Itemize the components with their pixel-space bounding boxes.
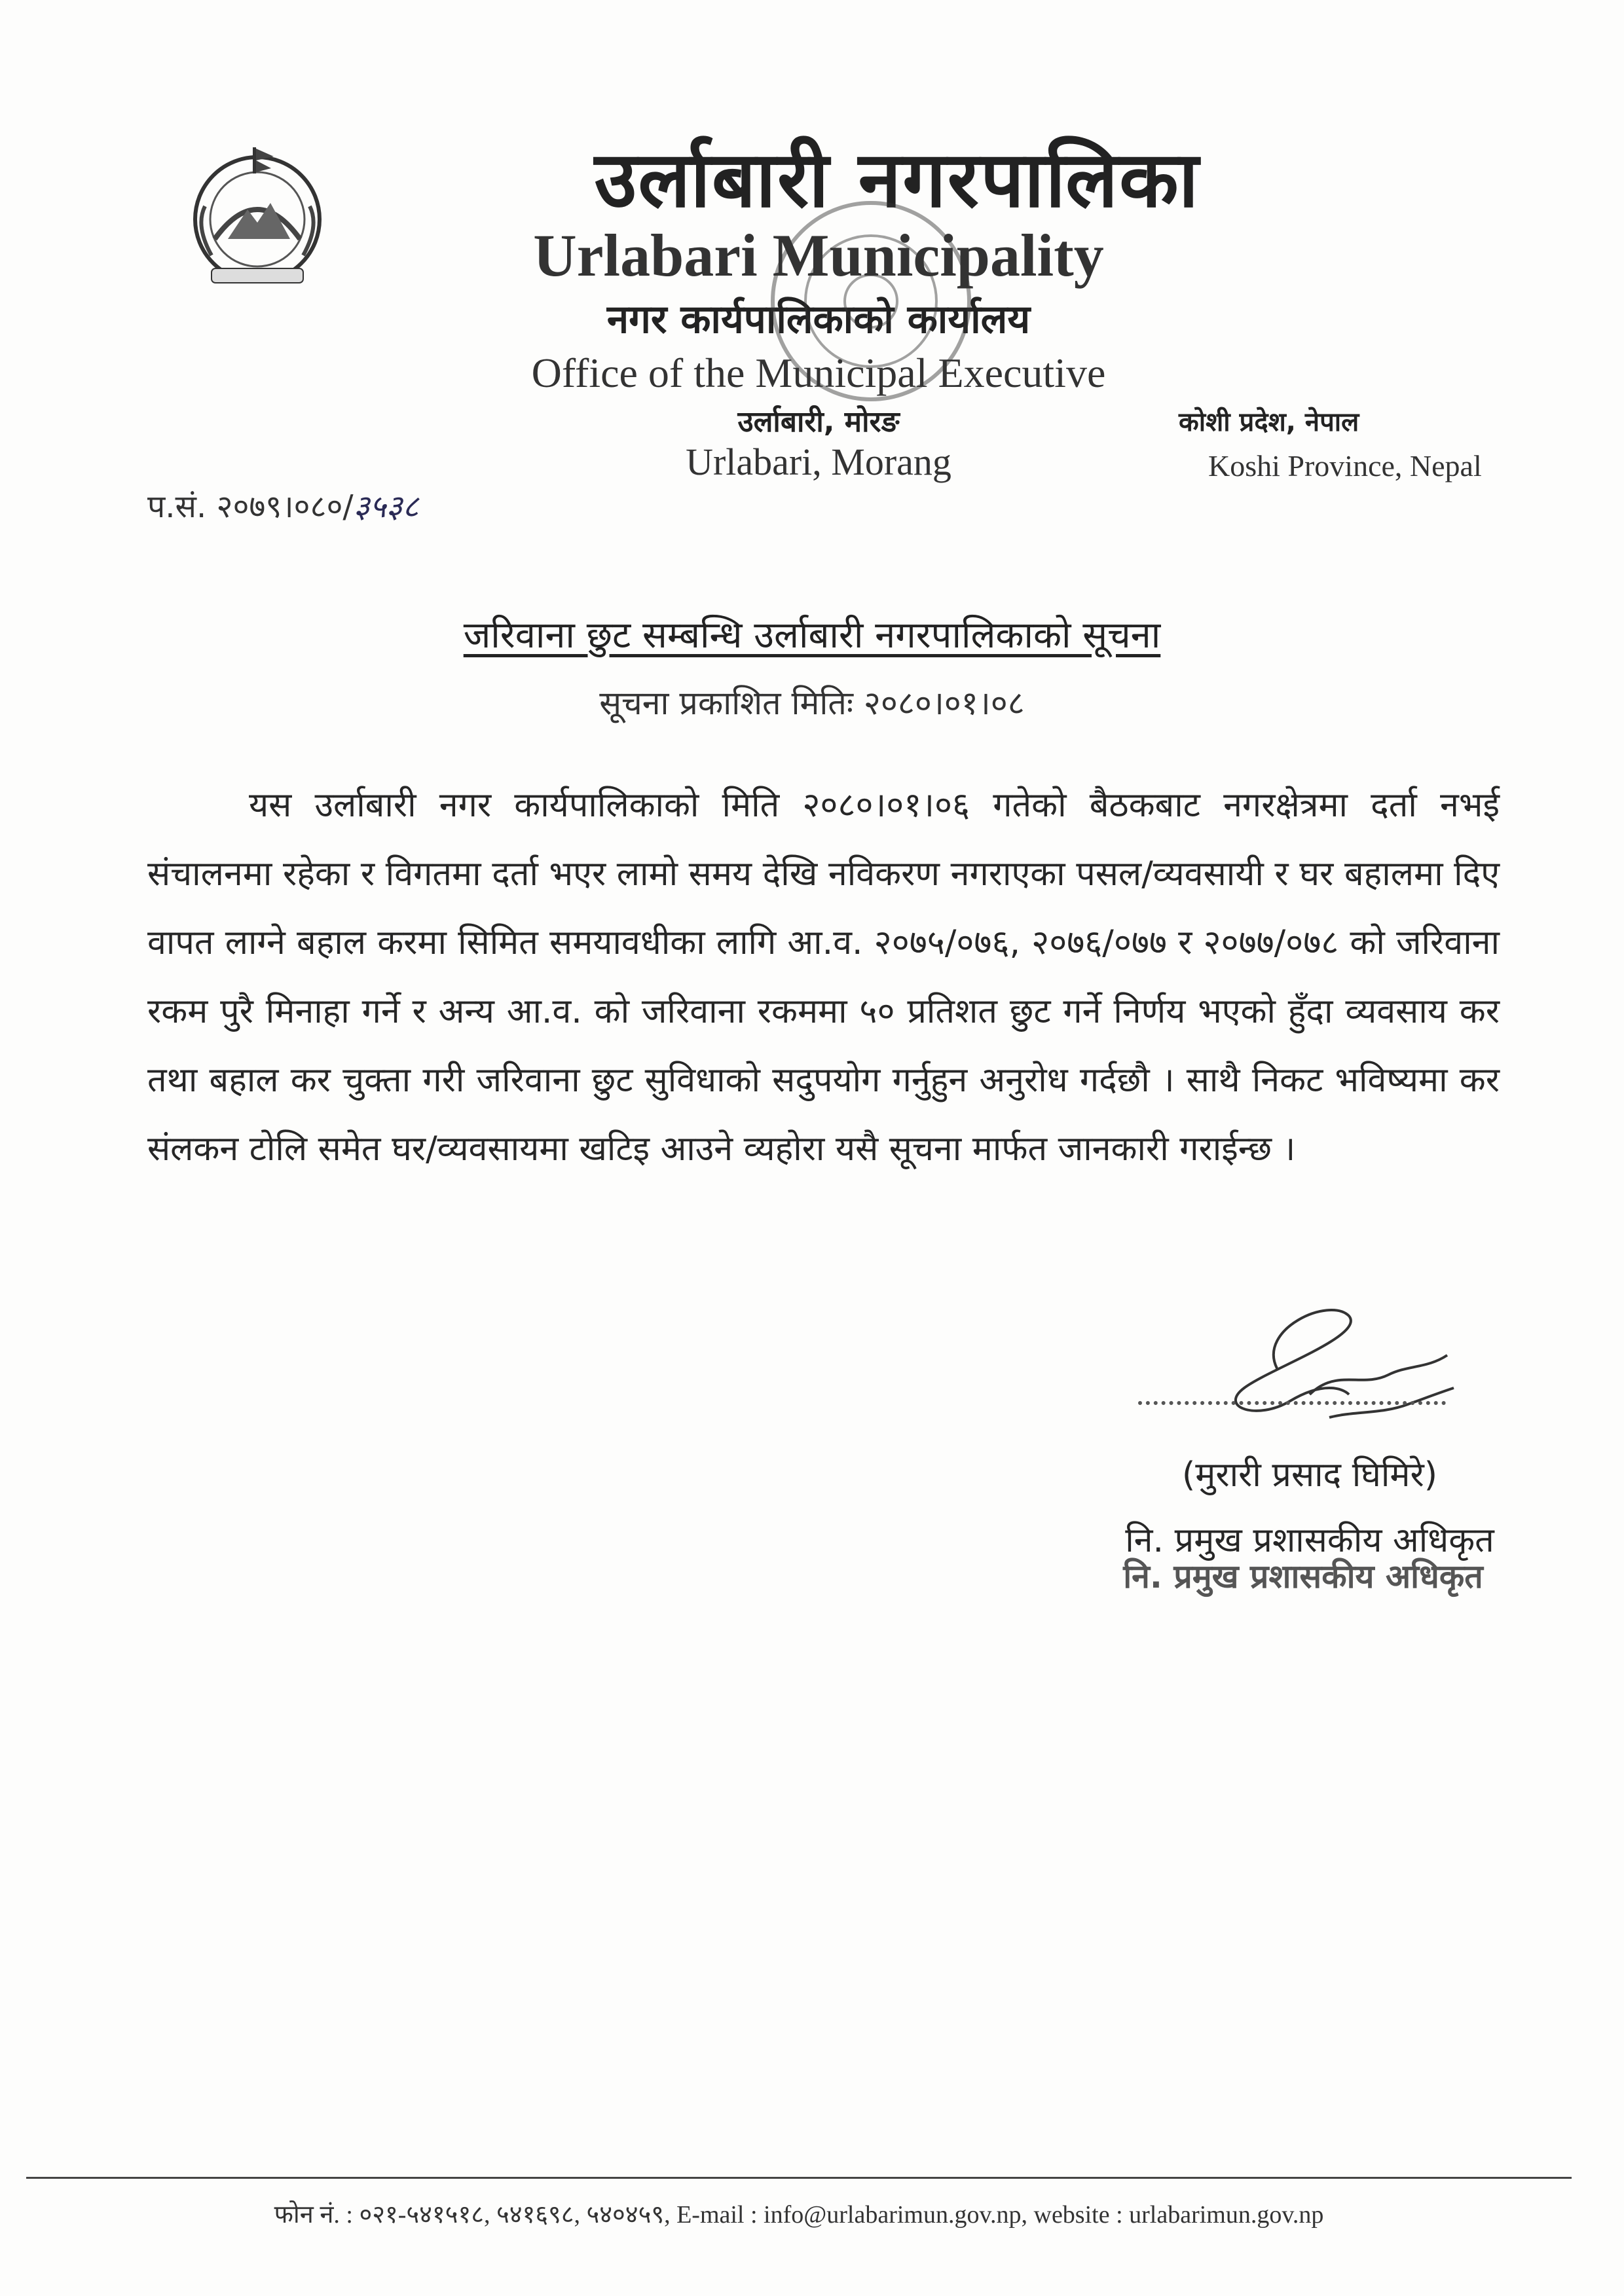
office-title-english: Office of the Municipal Executive <box>531 350 1106 396</box>
province-english: Koshi Province, Nepal <box>1208 449 1482 483</box>
signature-dotted-line <box>1138 1401 1446 1405</box>
location-nepali: उर्लाबारी, मोरङ <box>737 405 900 439</box>
municipal-seal-icon <box>766 196 976 406</box>
province-nepali: कोशी प्रदेश, नेपाल <box>1179 407 1359 437</box>
notice-title-text: जरिवाना छुट सम्बन्धि उर्लाबारी नगरपालिकाको सूचना <box>463 614 1161 657</box>
handwritten-signature-icon <box>1179 1290 1480 1440</box>
signatory-stamp: नि. प्रमुख प्रशासकीय अधिकृत <box>1123 1558 1483 1595</box>
nepal-emblem-icon <box>182 141 333 291</box>
municipality-title-english: Urlabari Municipality <box>533 222 1104 289</box>
reference-handwritten-number: ३५३८ <box>353 488 419 525</box>
signatory-post: नि. प्रमुख प्रशासकीय अधिकृत <box>1125 1521 1494 1560</box>
office-title-nepali: नगर कार्यपालिकाको कार्यालय <box>606 297 1031 342</box>
notice-date: सूचना प्रकाशित मितिः २०८०।०१।०८ <box>599 684 1025 722</box>
reference-number <box>147 484 418 527</box>
notice-title <box>196 609 1428 659</box>
footer-contact: फोन नं. : ०२१-५४१५१८, ५४१६९८, ५४०४५९, E-mail : info@urlabarimun.gov.np, website : urlabarimun.gov.np <box>274 2201 1324 2229</box>
notice-body: यस उर्लाबारी नगर कार्यपालिकाको मिति २०८०।०१।०६ गतेको बैठकबाट नगरक्षेत्रमा दर्ता नभई संचालनमा रहेका र विगतमा दर्ता भएर लामो समय देखि नविकरण नगराएका पसल/व्यवसायी र घर बहालमा दिए वापत लाग्ने बहाल करमा सिमित समयावधीका लागि आ.व. २०७५/०७६, २०७६/०७७ र २०७७/०७८ को जरिवाना रकम पुरै मिनाहा गर्ने र अन्य आ.व. को जरिवाना रकममा ५० प्रतिशत छुट गर्ने निर्णय भएको हुँदा व्यवसाय कर तथा बहाल कर चुक्ता गरी जरिवाना छुट सुविधाको सदुपयोग गर्नुहुन अनुरोध गर्दछौ । साथै निकट भविष्यमा कर संलकन टोलि समेत घर/व्यवसायमा खटिइ आउने व्यहोरा यसै सूचना मार्फत जानकारी गराईन्छ । <box>147 786 1500 1169</box>
signatory-name: (मुरारी प्रसाद घिमिरे) <box>1181 1455 1438 1495</box>
footer-divider <box>26 2177 1572 2179</box>
location-english: Urlabari, Morang <box>686 441 951 483</box>
municipality-title-nepali: उर्लाबारी नगरपालिका <box>594 134 1200 225</box>
reference-prefix: प.सं. २०७९।०८०/ <box>147 488 354 525</box>
